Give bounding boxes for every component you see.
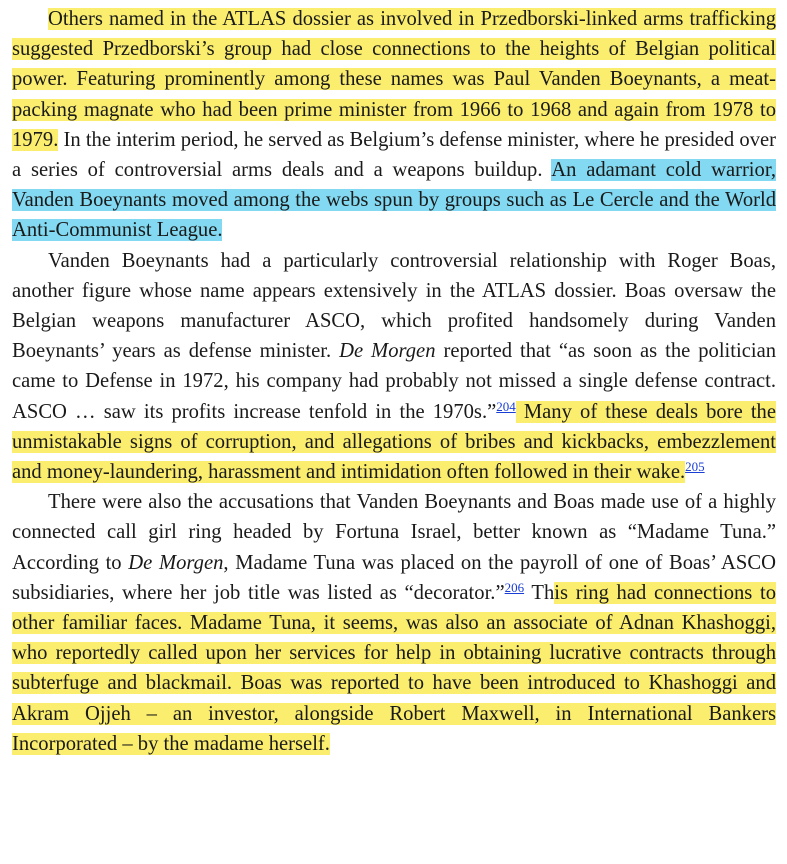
document-page [12, 4, 776, 759]
highlight-yellow: is ring had connections to other familiar faces. Madame Tuna, it seems, was also an associate of Adnan Khashoggi, who reportedly called upon her services for help in obtaining lucrative contracts through subterfuge and blackmail. Boas was reported to have been introduced to Khashoggi and Akram Ojjeh – an investor, alongside Robert Maxwell, in International Bankers Incorporated – by the madame herself. [12, 581, 777, 755]
paragraph-2 [12, 246, 776, 488]
footnote-link-206[interactable]: 206 [504, 579, 525, 595]
paragraph-text: Vanden Boeynants had a particularly controversial relationship with Roger Boas, another figure whose name appears extensively in the ATLAS dossier. Boas oversaw the Belgian weapons manufacturer ASCO, which profited handsomely during Vanden Boeynants’ years as defense minister. [12, 249, 776, 363]
paragraph-text: Many of these deals bore the unmistakable signs of corruption, and allegations of bribes and kickbacks, embezzlement and money-laundering, harassment and intimidation often followed in their wake. [12, 400, 776, 484]
paragraph-1 [12, 4, 776, 246]
paragraph-text: In the interim period, he served as Belgium’s defense minister, where he presided over a series of controversial arms deals and a weapons buildup. [12, 128, 776, 182]
highlight-yellow: Others named in the ATLAS dossier as involved in Przedborski-linked arms trafficking suggested Przedborski’s group had close connections to the heights of Belgian political power. Featuring prominently among these names was Paul Vanden Boeynants, a meat-packing magnate who had been prime minister from 1966 to 1968 and again from 1978 to 1979. [12, 8, 776, 151]
footnote-link-205[interactable]: 205 [685, 459, 705, 475]
publication-name: De Morgen [128, 551, 224, 574]
paragraph-text: Th [524, 581, 555, 604]
paragraph-text: reported that “as soon as the politician came to Defense in 1972, his company had probably not missed a single defense contract. ASCO … saw its profits increase tenfold in the 1970s.” [12, 340, 777, 423]
paragraph-3 [12, 487, 776, 759]
highlight-blue: An adamant cold warrior, Vanden Boeynants moved among the webs spun by groups such as Le Cercle and the World Anti-Communist League. [12, 159, 776, 242]
paragraph-text: , Madame Tuna was placed on the payroll of one of Boas’ ASCO subsidiaries, where her job title was listed as “decorator.” [12, 551, 776, 604]
footnote-link-204[interactable]: 204 [496, 398, 516, 414]
paragraph-text: There were also the accusations that Vanden Boeynants and Boas made use of a highly connected call girl ring headed by Fortuna Israel, better known as “Madame Tuna.” According to [12, 491, 776, 574]
publication-name: De Morgen [339, 340, 436, 363]
paragraph-text [516, 401, 524, 423]
